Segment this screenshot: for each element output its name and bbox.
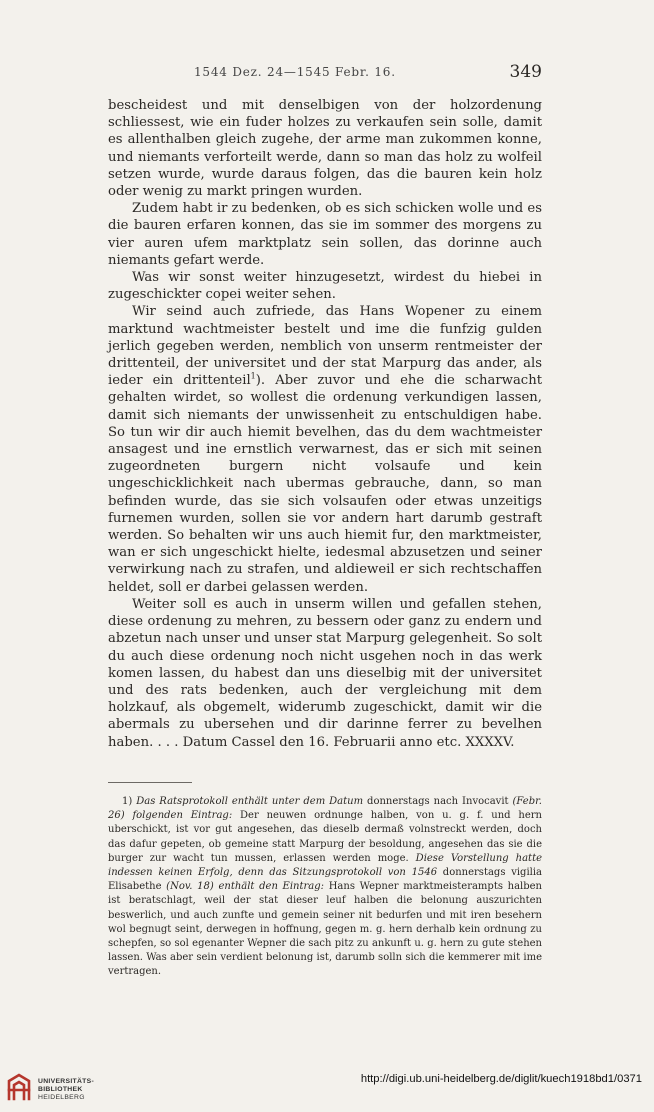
permalink-url[interactable]: http://digi.ub.uni-heidelberg.de/diglit/kuech1918bd1/0371: [360, 1073, 642, 1085]
footnote-italic-1: Das Ratsprotokoll enthält unter dem Datum: [136, 796, 364, 807]
footnote-reference: 1: [250, 371, 256, 381]
footnote: [108, 795, 542, 980]
paragraph-4: [108, 303, 542, 595]
paragraph-5: Weiter soll es auch in unserm willen und gefallen stehen, diese ordenung zu mehren, zu bessern oder ganz zu endern und abzetun nach unser und unser stat Marpurg gelegenheit. So solt du auch diese ordenung noch nicht usgehen noch in das werk komen lassen, du habest dan uns dieselbig mit der universitet und des rats bedenken, auch der vergleichung mit dem holzkauf, als obgemelt, widerumb zugeschickt, damit wir die abermals zu ubersehen und dir darinne ferrer zu bevelhen haben. . . . Datum Cassel den 16. Februarii anno etc. XXXXV.: [108, 596, 542, 750]
library-logo-text: [38, 1078, 94, 1101]
page-number: 349: [509, 62, 542, 82]
paragraph-2: Zudem habt ir zu bedenken, ob es sich schicken wolle und es die bauren erfaren konnen, das sie im sommer des morgens zu vier auren ufem marktplatz sein sollen, das dorinne auch niemants gefart werde.: [108, 201, 542, 268]
footnote-text-2: Der neuwen ordnunge halben, von u. g. f. und hern uberschickt, ist vor gut angesehen, das dieselb dermaß volnstreckt werden, doch das dafur gepeten, ob gemeine statt Marpurg der besoldung, angesehen das sie die burger zur wacht tun mussen, erlassen werden moge.: [108, 810, 542, 864]
body-text: [108, 97, 542, 751]
running-title: 1544 Dez. 24—1545 Febr. 16.: [194, 65, 396, 79]
paragraph-4-part-a: Wir seind auch zufriede, das Hans Wopener zu einem marktund wachtmeister bestelt und ime die funfzig gulden jerlich gegeben werden, nemblich von unserm rentmeister der drittenteil, der universitet und der stat Marpurg das ander, als ieder ein drittenteil: [108, 304, 542, 389]
footnote-italic-2: (Febr. 26) folgenden Eintrag:: [108, 796, 542, 822]
footnote-divider: [108, 782, 192, 783]
page-header: [108, 62, 542, 84]
footnote-italic-4: (Nov. 18) enthält den Eintrag:: [166, 881, 325, 893]
footnote-text-1: donnerstags nach Invocavit: [363, 796, 513, 807]
logo-line-2: BIBLIOTHEK: [38, 1085, 83, 1093]
library-logo-icon: [6, 1072, 32, 1102]
logo-line-1: UNIVERSITÄTS-: [38, 1078, 95, 1085]
logo-line-3: HEIDELBERG: [38, 1093, 85, 1101]
page-footer: [0, 1064, 654, 1112]
paragraph-3: Was wir sonst weiter hinzugesetzt, wirdest du hiebei in zugeschickter copei weiter sehen.: [108, 270, 542, 303]
paragraph-4-part-b: ). Aber zuvor und ehe die scharwacht gehalten wirdet, so wollest die ordenung verkundigen lassen, damit sich niemants der unwissenheit zu entschuldigen habe. So tun wir dir auch hiemit bevelhen, das du dem wachtmeister ansagest und ine ernstlich verwarnest, das er sich mit seinen zugeordneten burgern nicht volsaufe und kein ungeschicklichkeit nach ubermas gebrauche, dann, so man befinden wurde, das sie sich volsaufen oder etwas unzeitigs furnemen wurden, sollen sie vor andern hart darumb gestraft werden. So behalten wir uns auch hiemit fur, den marktmeister, wan er sich ungeschickt hielte, iedesmal abzusetzen und seiner verwirkung nach zu strafen, und aldieweil er sich rechtschaffen heldet, soll er darbei gelassen werden.: [108, 373, 542, 595]
footnote-italic-3: Diese Vorstellung hatte indessen keinen Erfolg, denn das Sitzungsprotokoll von 1546: [108, 852, 543, 879]
footnote-text-3: donnerstags vigilia Elisabethe: [108, 867, 543, 893]
footnote-number: 1): [122, 796, 133, 807]
footnote-text-4: Hans Wepner marktmeisterampts halben ist beratschlagt, weil der stat dieser leuf halben die belonung auszurichten beswerlich, und auch zunfte und gemein seiner nit bedurfen und mit iren besehern wol begnugt seint, derwegen in hoffnung, gegen m. g. hern derhalb kein ordnung zu schepfen, so sol egenanter Wepner die sach pitz zu ankunft u. g. hern zu gute stehen lassen. Was aber sein verdient belonung ist, darumb solln sich die kemmerer mit ime vertragen.: [108, 881, 543, 978]
paragraph-1: bescheidest und mit denselbigen von der holzordenung schliessest, wie ein fuder holzes zu verkaufen sein solle, damit es allenthalben gleich zugehe, der arme man zukommen konne, und niemants verforteilt werde, dann so man das holz zu wolfeil setzen wurde, wurde daraus folgen, das die bauren kein holz oder wenig zu markt pringen wurden.: [108, 98, 542, 200]
